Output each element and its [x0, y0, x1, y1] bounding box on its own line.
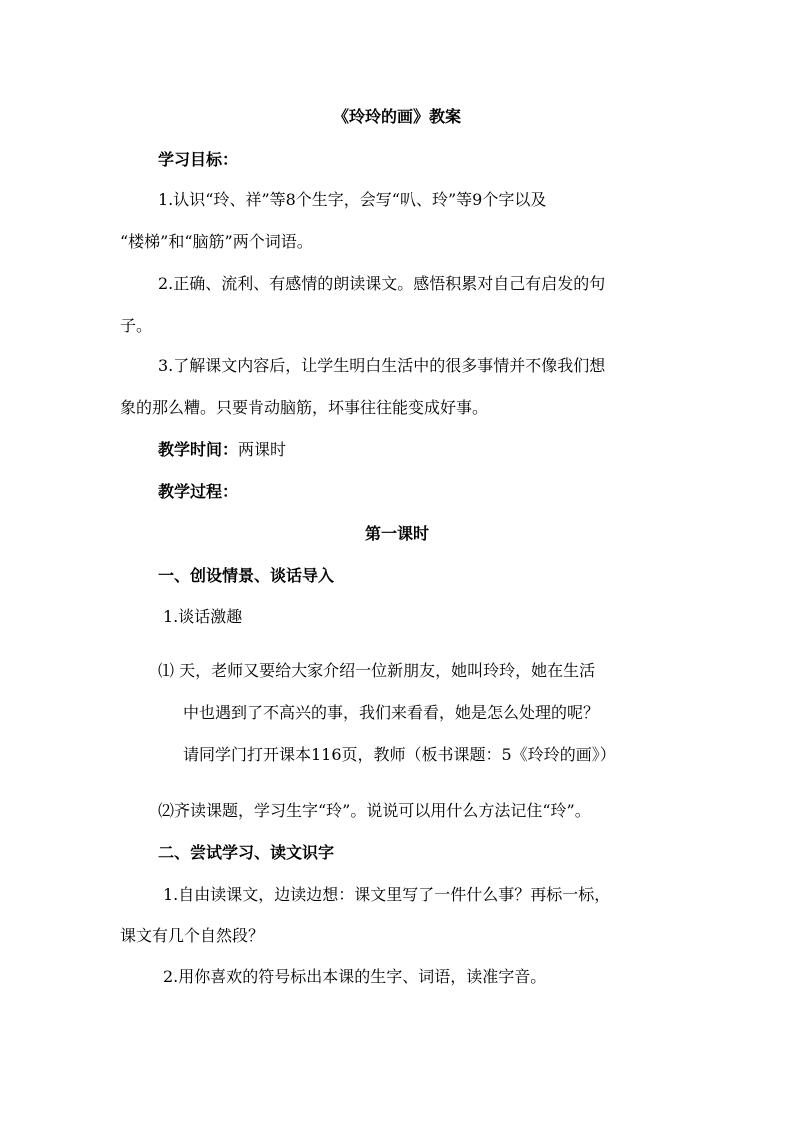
objective-2-line-1: 2.正确、流利、有感情的朗读课文。感悟积累对自己有启发的句 — [158, 274, 606, 293]
objective-1-line-2: “楼梯”和“脑筋”两个词语。 — [120, 232, 313, 251]
objectives-heading: 学习目标： — [158, 150, 239, 169]
objective-2-line-2: 子。 — [120, 316, 153, 335]
objective-3-line-1: 3.了解课文内容后，让学生明白生活中的很多事情并不像我们想 — [158, 356, 606, 375]
section-1-heading: 一、创设情景、谈话导入 — [158, 566, 335, 585]
section-1-para-1-line-3: 请同学门打开课本116页，教师（板书课题：5《玲玲的画》） — [183, 745, 616, 764]
lesson-1-heading: 第一课时 — [364, 524, 429, 543]
teaching-time-value: 两课时 — [238, 440, 287, 459]
section-2-item-2: 2.用你喜欢的符号标出本课的生字、词语，读准字音。 — [163, 967, 547, 986]
section-2-heading: 二、尝试学习、读文识字 — [158, 843, 335, 862]
section-1-item-1: 1.谈话激趣 — [163, 607, 243, 626]
teaching-time — [158, 439, 286, 461]
process-heading: 教学过程： — [158, 482, 239, 501]
section-2-item-1-line-2: 课文有几个自然段？ — [120, 926, 265, 945]
objective-1-line-1: 1.认识“玲、祥”等8个生字，会写“叭、玲”等9个字以及 — [158, 190, 547, 209]
section-1-para-1-line-1: ⑴ 天，老师又要给大家介绍一位新朋友，她叫玲玲，她在生活 — [158, 661, 596, 680]
teaching-time-label: 教学时间： — [158, 440, 239, 459]
document-title: 《玲玲的画》教案 — [332, 107, 461, 126]
objective-3-line-2: 象的那么糟。只要肯动脑筋，坏事往往能变成好事。 — [120, 398, 489, 417]
section-2-item-1-line-1: 1.自由读课文，边读边想：课文里写了一件什么事？再标一标， — [163, 885, 611, 904]
section-1-para-2: ⑵齐读课题，学习生字“玲”。说说可以用什么方法记住“玲”。 — [158, 801, 591, 820]
section-1-para-1-line-2: 中也遇到了不高兴的事，我们来看看，她是怎么处理的呢？ — [183, 703, 600, 722]
